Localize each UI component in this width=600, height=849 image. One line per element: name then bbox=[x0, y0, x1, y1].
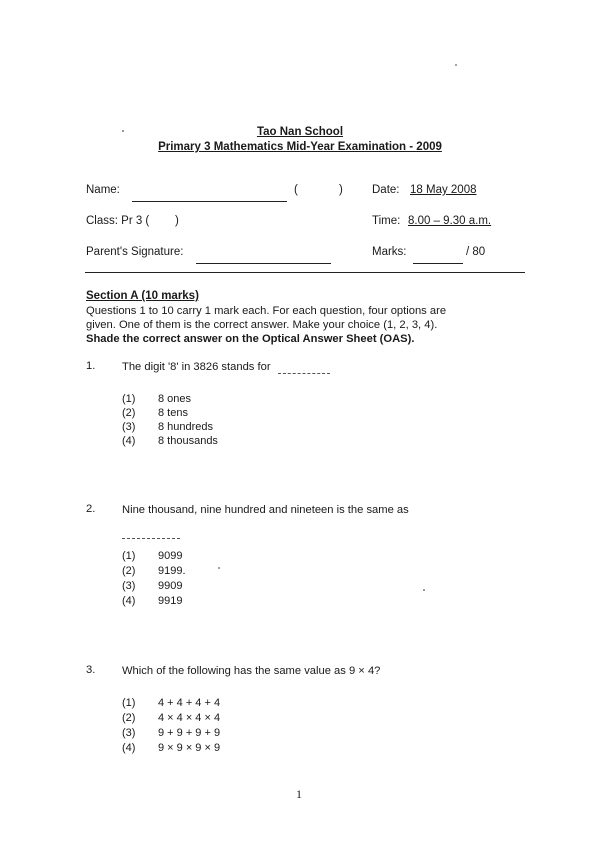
question-1-option-3: (3) 8 hundreds bbox=[122, 421, 214, 433]
question-2-option-1: (1) 9099 bbox=[122, 550, 183, 562]
section-title: Section A (10 marks) bbox=[86, 290, 199, 302]
signature-label: Parent's Signature: bbox=[86, 246, 184, 258]
instruction-line-1: Questions 1 to 10 carry 1 mark each. For each question, four options are bbox=[86, 305, 447, 317]
time-label: Time: bbox=[372, 215, 401, 227]
question-3-option-4: (4) 9 × 9 × 9 × 9 bbox=[122, 742, 221, 754]
page-number: 1 bbox=[296, 787, 302, 801]
question-3-number: 3. bbox=[86, 664, 96, 676]
question-3-text: Which of the following has the same value as 9 × 4? bbox=[122, 665, 381, 677]
exam-title: Primary 3 Mathematics Mid-Year Examination - 2009 bbox=[158, 141, 442, 153]
instruction-bold: Shade the correct answer on the Optical Answer Sheet (OAS). bbox=[86, 333, 415, 345]
scan-speck bbox=[423, 589, 425, 591]
question-2-option-3: (3) 9909 bbox=[122, 580, 183, 592]
class-paren-close: ) bbox=[175, 215, 179, 227]
school-name: Tao Nan School bbox=[256, 126, 344, 138]
class-label: Class: Pr 3 ( bbox=[86, 215, 150, 227]
date-label: Date: bbox=[372, 184, 400, 196]
question-1-text bbox=[122, 360, 330, 374]
question-1-stem: The digit '8' in 3826 stands for bbox=[122, 361, 271, 373]
time-value: 8.00 – 9.30 a.m. bbox=[408, 215, 492, 227]
question-2-option-4: (4) 9919 bbox=[122, 595, 183, 607]
scan-speck bbox=[218, 567, 220, 569]
name-label: Name: bbox=[86, 184, 120, 196]
index-paren-open: ( bbox=[294, 184, 298, 196]
question-2-option-2: (2) 9199. bbox=[122, 565, 186, 577]
question-1-option-1: (1) 8 ones bbox=[122, 393, 192, 405]
question-3-option-2: (2) 4 × 4 × 4 × 4 bbox=[122, 712, 221, 724]
index-paren-close: ) bbox=[339, 184, 343, 196]
question-3-option-1: (1) 4 + 4 + 4 + 4 bbox=[122, 697, 221, 709]
header-divider bbox=[85, 272, 525, 273]
question-1-option-4: (4) 8 thousands bbox=[122, 435, 218, 447]
question-1-number: 1. bbox=[86, 360, 96, 372]
question-2-blank bbox=[122, 521, 180, 539]
question-2-number: 2. bbox=[86, 503, 96, 515]
question-2-text: Nine thousand, nine hundred and nineteen is the same as bbox=[122, 504, 409, 516]
scan-speck bbox=[122, 130, 124, 132]
question-1-option-2: (2) 8 tens bbox=[122, 407, 188, 419]
marks-label: Marks: bbox=[372, 246, 407, 258]
signature-blank[interactable] bbox=[196, 246, 331, 264]
marks-total: / 80 bbox=[466, 246, 486, 258]
scan-speck bbox=[455, 64, 457, 66]
name-blank[interactable] bbox=[132, 184, 287, 202]
answer-blank bbox=[278, 363, 330, 374]
question-3-option-3: (3) 9 + 9 + 9 + 9 bbox=[122, 727, 221, 739]
marks-blank[interactable] bbox=[413, 246, 463, 264]
instruction-line-2: given. One of them is the correct answer. Make your choice (1, 2, 3, 4). bbox=[86, 319, 438, 331]
date-value: 18 May 2008 bbox=[410, 184, 477, 196]
